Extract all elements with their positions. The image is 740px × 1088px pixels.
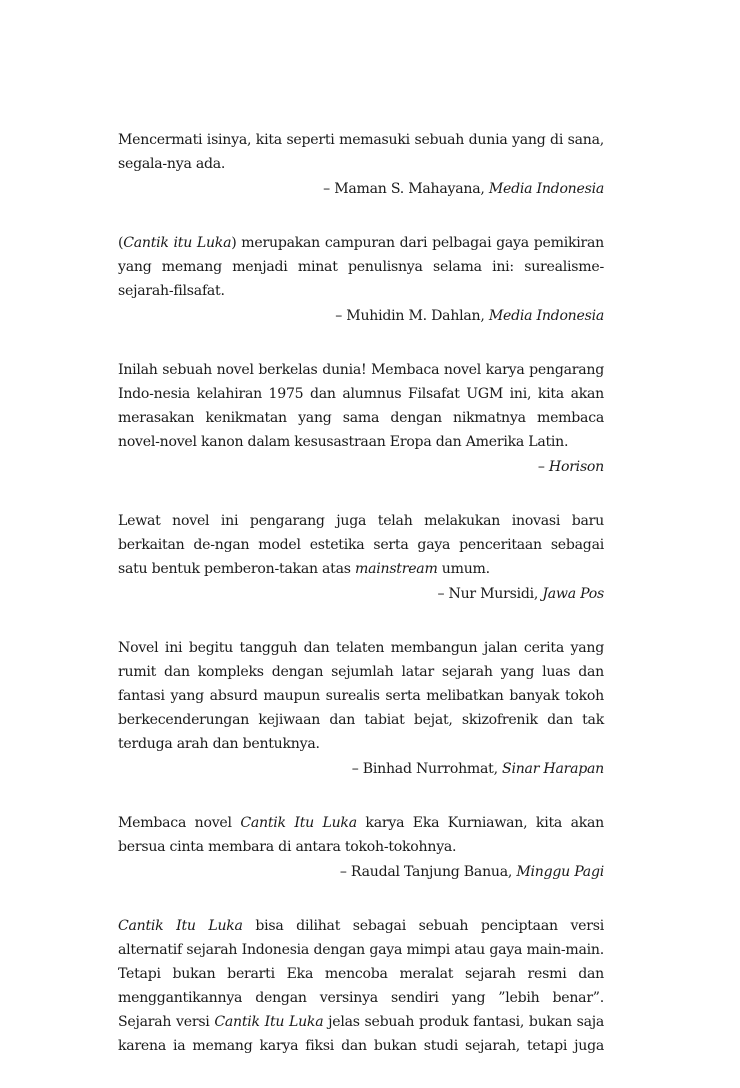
attribution-source: Minggu Pagi xyxy=(516,864,604,880)
attribution-name: – Maman S. Mahayana, xyxy=(323,181,489,197)
attribution-name: – Raudal Tanjung Banua, xyxy=(339,864,517,880)
quote-text-segment: Lewat novel ini pengarang juga telah melakukan inovasi baru berkaitan de-ngan model estetika serta gaya penceritaan sebagai satu bentuk pemberon-takan atas xyxy=(118,513,604,577)
attribution-source: Jawa Pos xyxy=(542,586,604,602)
quote-text xyxy=(118,128,604,176)
book-title: Cantik itu Luka xyxy=(123,235,232,251)
quote-text-segment: Novel ini begitu tangguh dan telaten membangun jalan cerita yang rumit dan kompleks dengan sejumlah latar sejarah yang luas dan fantasi yang absurd maupun surealis serta melibatkan banyak tokoh berkecenderungan kejiwaan dan tabiat bejat, skizofrenik dan tak terduga arah dan bentuknya. xyxy=(118,640,604,752)
quote-text-segment: bisa dilihat sebagai sebuah penciptaan versi alternatif sejarah Indonesia dengan gaya mimpi atau gaya main-main. Tetapi bukan berarti Eka mencoba meralat sejarah resmi dan menggantikannya dengan versinya sendiri yang ”lebih benar”. Sejarah versi xyxy=(118,918,604,1030)
book-title: Cantik Itu Luka xyxy=(214,1014,324,1030)
quote-attribution xyxy=(118,757,604,781)
quote-text xyxy=(118,636,604,756)
quote-text xyxy=(118,231,604,303)
quote-attribution xyxy=(118,455,604,479)
endorsement-quote xyxy=(118,358,604,479)
quote-text-segment: Mencermati isinya, kita seperti memasuki sebuah dunia yang di sana, segala-nya ada. xyxy=(118,132,604,172)
attribution-source: Media Indonesia xyxy=(488,308,604,324)
endorsement-quote xyxy=(118,509,604,606)
attribution-source: Sinar Harapan xyxy=(502,761,604,777)
quote-text-segment: Inilah sebuah novel berkelas dunia! Membaca novel karya pengarang Indo-nesia kelahiran 1975 dan alumnus Filsafat UGM ini, kita akan merasakan kenikmatan yang sama dengan nikmatnya membaca novel-novel kanon dalam kesusastraan Eropa dan Amerika Latin. xyxy=(118,362,604,450)
endorsement-quote xyxy=(118,914,604,1058)
endorsement-quote xyxy=(118,231,604,328)
quote-text-segment: karya Eka Kurniawan, kita akan bersua cinta membara di antara tokoh-tokohnya. xyxy=(118,815,604,855)
attribution-name: – Muhidin M. Dahlan, xyxy=(335,308,489,324)
attribution-name: – xyxy=(537,459,549,475)
quote-attribution xyxy=(118,177,604,201)
quote-text xyxy=(118,811,604,859)
endorsement-quote xyxy=(118,636,604,781)
endorsement-quote xyxy=(118,811,604,884)
endorsement-quote xyxy=(118,128,604,201)
quote-text xyxy=(118,509,604,581)
attribution-source: Horison xyxy=(548,459,604,475)
endorsements xyxy=(118,128,604,1088)
quote-text-segment: ( xyxy=(118,235,124,251)
attribution-name: – Binhad Nurrohmat, xyxy=(351,761,503,777)
quote-text-segment: Membaca novel xyxy=(118,815,241,831)
quote-text-segment: ) merupakan campuran dari pelbagai gaya pemikiran yang memang menjadi minat penulisnya selama ini: surealisme-sejarah-filsafat. xyxy=(118,235,604,299)
quote-text-segment: umum. xyxy=(437,561,490,577)
quote-attribution xyxy=(118,582,604,606)
quote-text-segment: jelas sebuah produk fantasi, bukan saja karena ia memang karya fiksi dan bukan studi sejarah, tetapi juga xyxy=(118,1014,605,1054)
emphasis-term: mainstream xyxy=(354,561,438,577)
quote-attribution xyxy=(118,860,604,884)
quote-text xyxy=(118,914,604,1058)
book-title: Cantik Itu Luka xyxy=(240,815,357,831)
attribution-name: – Nur Mursidi, xyxy=(437,586,543,602)
quote-text xyxy=(118,358,604,454)
book-title: Cantik Itu Luka xyxy=(118,918,243,934)
quote-attribution xyxy=(118,304,604,328)
attribution-source: Media Indonesia xyxy=(488,181,604,197)
